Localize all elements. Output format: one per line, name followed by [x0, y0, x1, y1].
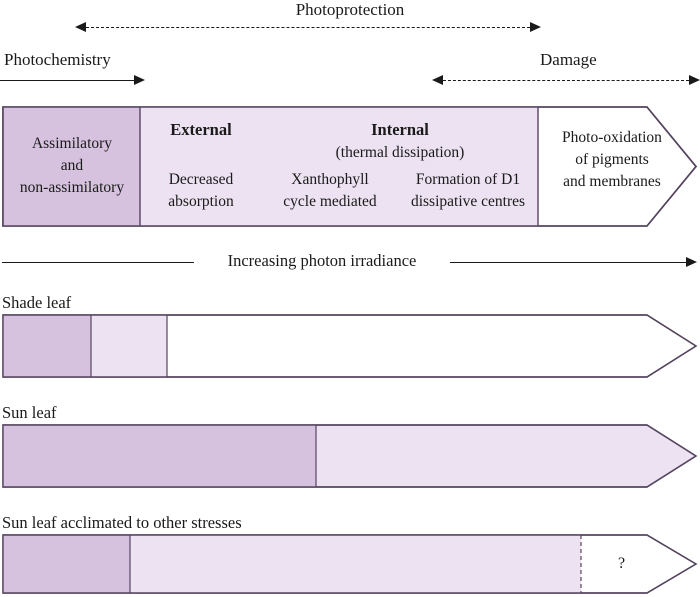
- sun-leaf-bar: [2, 424, 698, 488]
- band-external-line1: Decreased: [168, 171, 234, 188]
- damage-arrow-right-head-icon: [689, 75, 700, 85]
- band-internal-col1-line2: cycle mediated: [283, 193, 377, 210]
- band-internal-col2-line1: Formation of D1: [415, 171, 521, 188]
- irradiance-arrow-head-icon: [686, 257, 697, 267]
- band-segment1-line1: Assimilatory: [31, 135, 113, 152]
- photoprotection-label: Photoprotection: [295, 0, 405, 19]
- photochemistry-arrow-line: [0, 80, 134, 81]
- irradiance-axis-line-right: [450, 262, 686, 263]
- damage-label: Damage: [540, 50, 597, 69]
- sun-leaf-acclimated-label: Sun leaf acclimated to other stresses: [2, 513, 242, 532]
- band-internal-subheading: (thermal dissipation): [335, 144, 465, 161]
- sun-leaf-label: Sun leaf: [2, 403, 57, 422]
- photoprotection-arrow-line: [86, 27, 530, 28]
- band-internal-col2-line2: dissipative centres: [410, 193, 526, 210]
- band-damage-line2: of pigments: [575, 151, 649, 168]
- irradiance-axis-line-left: [2, 262, 194, 263]
- mechanism-band: [2, 106, 698, 227]
- sun-leaf-acclimated-bar: [2, 534, 698, 594]
- photochemistry-arrow-head-icon: [134, 75, 145, 85]
- damage-arrow-line: [443, 80, 689, 81]
- irradiance-label: Increasing photon irradiance: [227, 251, 417, 270]
- band-segment1-line3: non-assimilatory: [19, 179, 125, 196]
- band-internal-heading: Internal: [371, 120, 429, 139]
- damage-arrow-left-head-icon: [432, 75, 443, 85]
- band-internal-col1-line1: Xanthophyll: [291, 171, 369, 188]
- band-damage-line1: Photo-oxidation: [562, 129, 662, 146]
- photoprotection-arrow-right-head-icon: [530, 22, 541, 32]
- shade-leaf-bar: [2, 314, 698, 378]
- band-damage-line3: and membranes: [563, 173, 661, 190]
- shade-leaf-label: Shade leaf: [2, 293, 72, 312]
- band-external-line2: absorption: [168, 193, 234, 210]
- band-external-heading: External: [170, 120, 232, 139]
- photochemistry-label: Photochemistry: [4, 50, 111, 69]
- band-segment1-line2: and: [60, 157, 84, 174]
- photoprotection-arrow-left-head-icon: [75, 22, 86, 32]
- sun-leaf-acclimated-question-marker: ?: [618, 555, 626, 572]
